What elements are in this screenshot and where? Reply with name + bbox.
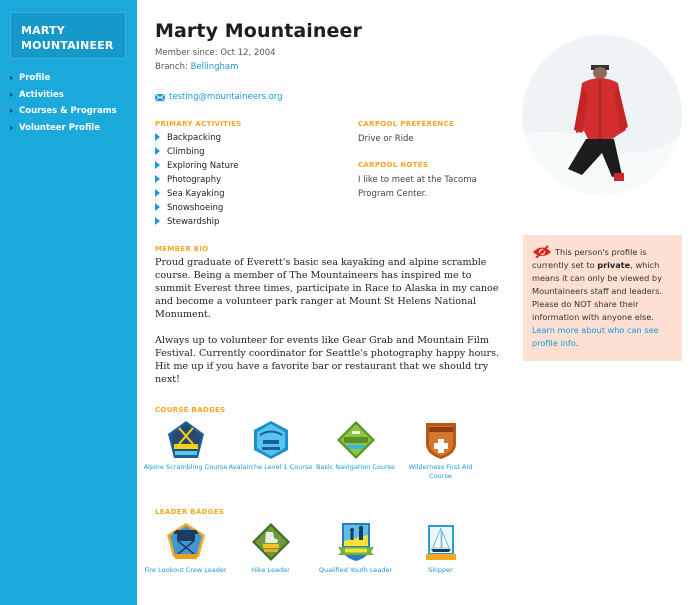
carpool-notes-heading: CARPOOL NOTES	[358, 161, 429, 169]
triangle-bullet-icon	[155, 133, 160, 141]
list-item	[155, 131, 239, 145]
activity-label: Climbing	[167, 147, 205, 157]
badge-label: Basic Navigation Course	[315, 463, 396, 471]
avalanche-level-1-badge-icon	[251, 420, 291, 460]
privacy-learn-more-link[interactable]: Learn more about who can see profile info	[532, 325, 659, 348]
privacy-text: This person's profile is currently set to	[532, 247, 647, 270]
activity-label: Backpacking	[167, 133, 221, 143]
email-address: testing@mountaineers.org	[169, 92, 283, 102]
qualified-youth-leader-badge-icon	[335, 521, 377, 563]
skipper-badge-icon	[420, 521, 462, 563]
caret-right-icon	[10, 93, 13, 97]
privacy-notice	[523, 235, 682, 361]
member-bio	[155, 256, 505, 399]
privacy-text-end: .	[575, 338, 579, 348]
leader-badges-heading: LEADER BADGES	[155, 508, 225, 516]
triangle-bullet-icon	[155, 189, 160, 197]
badge-skipper[interactable]	[398, 521, 483, 575]
badge-avalanche-level-1[interactable]	[228, 420, 313, 481]
eye-slash-icon	[532, 245, 552, 258]
basic-navigation-badge-icon	[336, 420, 376, 460]
triangle-bullet-icon	[155, 217, 160, 225]
sidebar-item-label: Profile	[19, 73, 51, 84]
page-title: Marty Mountaineer	[155, 20, 362, 42]
privacy-text-continued: , which means it can only be viewed by Mountaineers staff and leaders. Please do NOT share their information with anyone else.	[532, 260, 662, 322]
member-since-value: Oct 12, 2004	[220, 48, 276, 58]
triangle-bullet-icon	[155, 203, 160, 211]
bio-paragraph: Proud graduate of Everett's basic sea kayaking and alpine scramble course. Being a member of The Mountaineers has inspired me to summit Everest three times, participate in Race to Alaska in my canoe and become a volunteer park ranger at Mount St Helens National Monument.	[155, 257, 499, 320]
badge-label: Qualified Youth Leader	[318, 566, 393, 574]
badge-label: Alpine Scrambling Course	[143, 463, 228, 471]
branch-link[interactable]: Bellingham	[190, 62, 239, 72]
branch	[155, 62, 238, 72]
badge-label: Hike Leader	[251, 566, 290, 574]
activity-label: Photography	[167, 175, 222, 185]
carpool-notes-value: I like to meet at the Tacoma Program Center.	[358, 175, 477, 199]
activities-list	[155, 131, 239, 229]
fire-lookout-crew-leader-badge-icon	[165, 521, 207, 563]
carpool-preference-heading: CARPOOL PREFERENCE	[358, 120, 455, 128]
sidebar-item-profile[interactable]	[10, 70, 117, 87]
profile-photo	[522, 35, 682, 195]
course-badges	[143, 420, 483, 481]
list-item	[155, 201, 239, 215]
badge-alpine-scrambling[interactable]	[143, 420, 228, 481]
member-since	[155, 48, 276, 58]
sidebar-item-activities[interactable]	[10, 87, 117, 104]
badge-qualified-youth-leader[interactable]	[313, 521, 398, 575]
badge-fire-lookout-crew-leader[interactable]	[143, 521, 228, 575]
privacy-emphasis: private	[597, 260, 631, 270]
sidebar-item-courses-programs[interactable]	[10, 103, 117, 120]
wilderness-first-aid-badge-icon	[421, 420, 461, 460]
alpine-scrambling-badge-icon	[166, 420, 206, 460]
activity-label: Stewardship	[167, 217, 220, 227]
caret-right-icon	[10, 126, 13, 130]
sidebar-item-label: Volunteer Profile	[19, 122, 100, 133]
sidebar-profile-name: MARTY MOUNTAINEER	[10, 12, 126, 59]
bio-paragraph: Always up to volunteer for events like Gear Grab and Mountain Film Festival. Currently coordinator for Seattle's photography happy hours. Hit me up if you have a favorite bar or restaurant that we should try next!	[155, 335, 500, 385]
badge-hike-leader[interactable]	[228, 521, 313, 575]
activity-label: Exploring Nature	[167, 161, 239, 171]
badge-label: Fire Lookout Crew Leader	[144, 566, 227, 574]
badge-label: Avalanche Level 1 Course	[228, 463, 313, 471]
badge-basic-navigation[interactable]	[313, 420, 398, 481]
badge-wilderness-first-aid[interactable]	[398, 420, 483, 481]
envelope-icon	[155, 94, 165, 101]
badge-label: Skipper	[428, 566, 453, 574]
list-item	[155, 145, 239, 159]
primary-activities-heading: PRIMARY ACTIVITIES	[155, 120, 242, 128]
sidebar-nav	[10, 70, 117, 136]
triangle-bullet-icon	[155, 161, 160, 169]
caret-right-icon	[10, 109, 13, 113]
course-badges-heading: COURSE BADGES	[155, 406, 226, 414]
avatar	[522, 35, 682, 195]
list-item	[155, 215, 239, 229]
list-item	[155, 159, 239, 173]
list-item	[155, 173, 239, 187]
leader-badges	[143, 521, 483, 575]
badge-label: Wilderness First Aid Course	[408, 463, 473, 480]
caret-right-icon	[10, 76, 13, 80]
sidebar	[0, 0, 137, 605]
sidebar-item-label: Courses & Programs	[19, 106, 117, 117]
sidebar-item-label: Activities	[19, 89, 64, 100]
activity-label: Sea Kayaking	[167, 189, 225, 199]
carpool-preference-value: Drive or Ride	[358, 134, 414, 144]
triangle-bullet-icon	[155, 175, 160, 183]
member-bio-heading: MEMBER BIO	[155, 245, 209, 253]
member-since-label: Member since:	[155, 48, 218, 58]
sidebar-item-volunteer-profile[interactable]	[10, 120, 117, 137]
branch-label: Branch:	[155, 62, 188, 72]
list-item	[155, 187, 239, 201]
activity-label: Snowshoeing	[167, 203, 224, 213]
hike-leader-badge-icon	[250, 521, 292, 563]
email-link[interactable]	[155, 92, 283, 102]
triangle-bullet-icon	[155, 147, 160, 155]
